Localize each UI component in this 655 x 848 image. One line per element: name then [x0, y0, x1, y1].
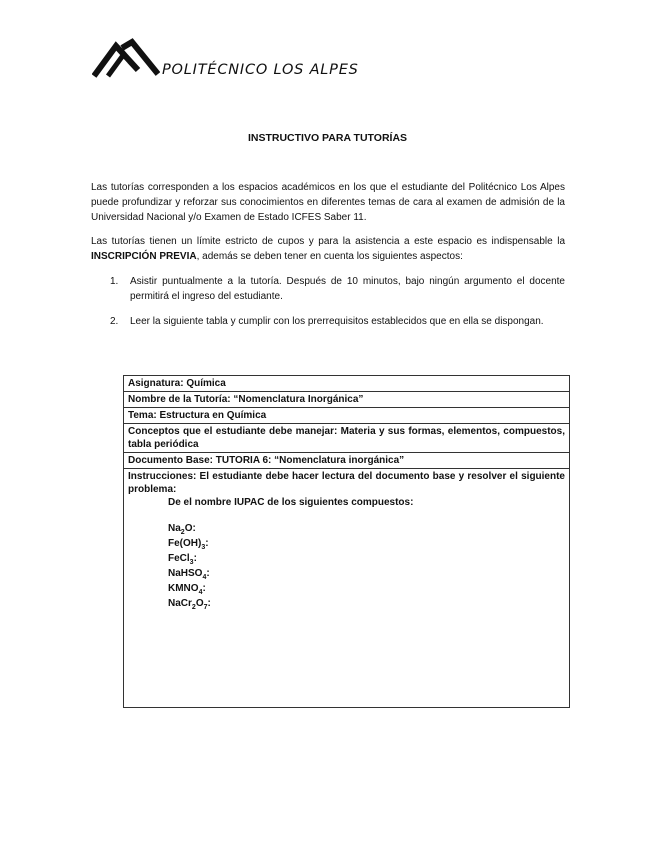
cupos-text-before: Las tutorías tienen un límite estricto de cupos y para la asistencia a este espacio es indispensable la — [91, 236, 565, 247]
list-number: 2. — [110, 316, 119, 327]
instrucciones-cell — [124, 469, 570, 708]
intro-paragraph: Las tutorías corresponden a los espacios académicos en los que el estudiante del Politécnico Los Alpes puede profundizar y reforzar sus conocimientos en diferentes temas de cara al examen de admisión de la Universidad Nacional y/o Examen de Estado ICFES Saber 11. — [91, 182, 565, 223]
asignatura-cell: Asignatura: Química — [124, 376, 570, 392]
table-row — [124, 469, 570, 708]
documento-cell: Documento Base: TUTORIA 6: “Nomenclatura inorgánica” — [124, 453, 570, 469]
mountain-logo-icon — [92, 38, 160, 80]
question-text: De el nombre IUPAC de los siguientes compuestos: — [168, 497, 414, 508]
compounds-list — [128, 521, 565, 611]
compound-item: $NaCr_2O_7$: — [168, 598, 211, 611]
compound-item: $Na_2O$: — [168, 523, 196, 536]
instrucciones-text: Instrucciones: El estudiante debe hacer lectura del documento base y resolver el siguiente problema: — [128, 471, 565, 495]
cupos-paragraph — [91, 234, 565, 264]
list-item-text: Asistir puntualmente a la tutoría. Después de 10 minutos, bajo ningún argumento el docente permitirá el ingreso del estudiante. — [130, 276, 565, 302]
table-row — [124, 392, 570, 408]
conceptos-cell: Conceptos que el estudiante debe manejar: Materia y sus formas, elementos, compuestos, tabla periódica — [124, 424, 570, 453]
list-number: 1. — [110, 276, 119, 287]
table-row — [124, 453, 570, 469]
tema-cell: Tema: Estructura en Química — [124, 408, 570, 424]
nombre-cell: Nombre de la Tutoría: “Nomenclatura Inorgánica” — [124, 392, 570, 408]
list-item-text: Leer la siguiente tabla y cumplir con los prerrequisitos establecidos que en ella se dispongan. — [130, 316, 544, 327]
table-row — [124, 376, 570, 392]
aspects-list-2 — [91, 314, 565, 329]
compound-item: $KMNO_4$: — [168, 583, 206, 596]
document-title: INSTRUCTIVO PARA TUTORÍAS — [247, 132, 408, 144]
table-row — [124, 424, 570, 453]
table-row — [124, 408, 570, 424]
list-item — [91, 274, 565, 304]
list-item — [91, 314, 565, 329]
inscripcion-previa: INSCRIPCIÓN PREVIA — [91, 251, 197, 262]
compound-item: NaHSO$_4$: — [168, 568, 210, 581]
logo-text: POLITÉCNICO LOS ALPES — [162, 62, 359, 78]
aspects-list-1 — [91, 274, 565, 304]
tutoria-table — [123, 375, 570, 708]
compound-item: FeCl$_3$: — [168, 553, 197, 566]
compound-item: $Fe(OH)_3$: — [168, 538, 209, 551]
cupos-text-after: , además se deben tener en cuenta los siguientes aspectos: — [196, 251, 463, 262]
institution-logo — [92, 38, 362, 84]
